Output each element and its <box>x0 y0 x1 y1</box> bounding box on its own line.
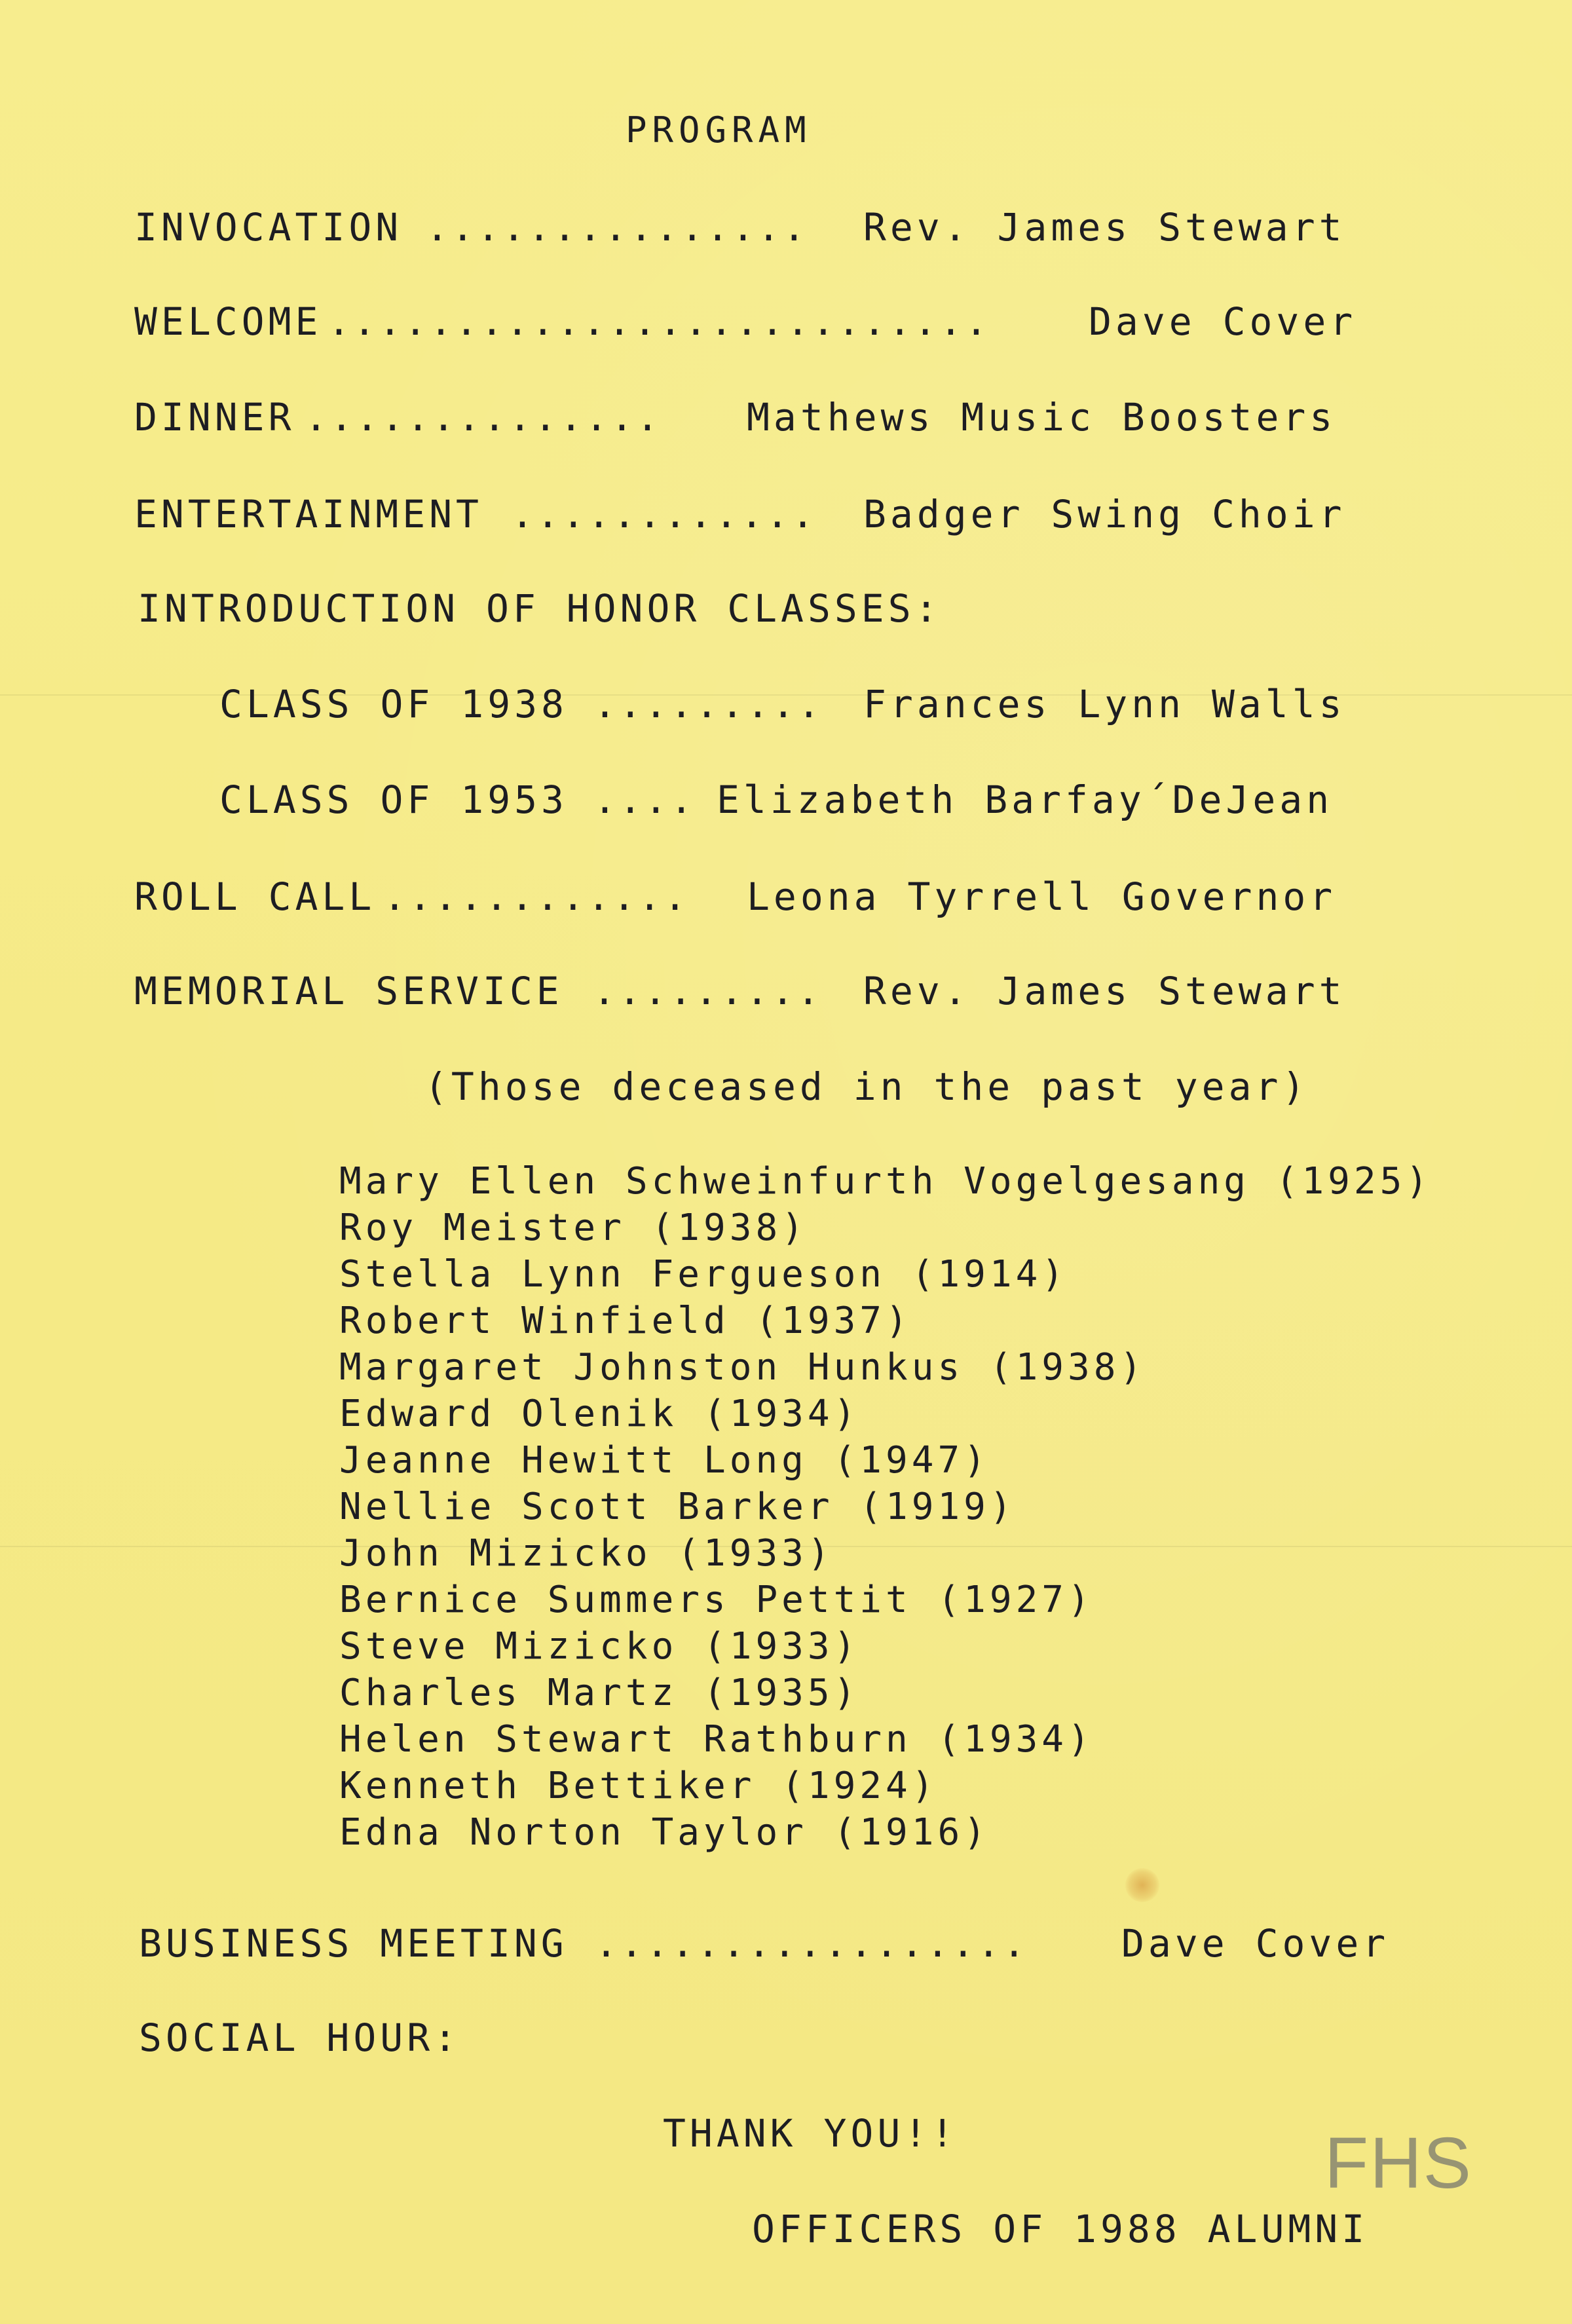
item-label: CLASS OF 1938 <box>219 682 568 726</box>
item-name: Dave Cover <box>1121 1921 1390 1966</box>
leader-dots: ............ <box>511 492 817 536</box>
list-item: Edward Olenik (1934) <box>339 1393 860 1435</box>
item-name: Elizabeth Barfay´DeJean <box>717 778 1334 822</box>
leader-dots: ......... <box>593 969 823 1013</box>
item-name: Badger Swing Choir <box>863 492 1346 536</box>
list-item: Bernice Summers Pettit (1927) <box>339 1579 1094 1621</box>
item-label: INVOCATION <box>134 205 403 250</box>
social-hour: SOCIAL HOUR: <box>139 2015 461 2060</box>
leader-dots: ................. <box>595 1921 1028 1966</box>
item-label: DINNER <box>134 395 295 440</box>
item-name: Rev. James Stewart <box>863 205 1346 250</box>
leader-dots: ............ <box>383 874 690 919</box>
list-item: Charles Martz (1935) <box>339 1672 860 1714</box>
item-label: ENTERTAINMENT <box>134 492 483 536</box>
leader-dots: .... <box>593 778 696 822</box>
item-name: Leona Tyrrell Governor <box>747 874 1337 919</box>
leader-dots: .............. <box>305 395 662 440</box>
item-label: CLASS OF 1953 <box>219 778 568 822</box>
thank-you: THANK YOU!! <box>663 2111 958 2156</box>
list-item: Edna Norton Taylor (1916) <box>339 1811 990 1854</box>
list-item: Nellie Scott Barker (1919) <box>339 1486 1016 1528</box>
list-item: Roy Meister (1938) <box>339 1207 808 1249</box>
item-label: WELCOME <box>134 299 322 344</box>
list-item: Kenneth Bettiker (1924) <box>339 1765 938 1807</box>
list-item: Jeanne Hewitt Long (1947) <box>339 1439 990 1482</box>
list-item: Helen Stewart Rathburn (1934) <box>339 1718 1094 1761</box>
item-name: Dave Cover <box>1089 299 1357 344</box>
leader-dots: ............... <box>426 205 808 250</box>
list-item: Robert Winfield (1937) <box>339 1300 912 1342</box>
item-label: BUSINESS MEETING <box>139 1921 568 1966</box>
item-label: ROLL CALL <box>134 874 376 919</box>
program-title: PROGRAM <box>626 109 812 151</box>
list-item: John Mizicko (1933) <box>339 1532 834 1575</box>
memorial-note: (Those deceased in the past year) <box>424 1064 1309 1109</box>
item-name: Rev. James Stewart <box>863 969 1346 1013</box>
list-item: Mary Ellen Schweinfurth Vogelgesang (1925) <box>339 1160 1432 1203</box>
paper-stain <box>1125 1868 1159 1902</box>
leader-dots: .......................... <box>328 299 990 344</box>
item-name: Mathews Music Boosters <box>747 395 1337 440</box>
fhs-watermark: FHS <box>1324 2123 1472 2203</box>
list-item: Steve Mizicko (1933) <box>339 1625 860 1668</box>
item-name: Frances Lynn Walls <box>863 682 1346 726</box>
officers-signature: OFFICERS OF 1988 ALUMNI <box>752 2207 1369 2251</box>
honor-classes-heading: INTRODUCTION OF HONOR CLASSES: <box>138 586 942 631</box>
item-label: MEMORIAL SERVICE <box>134 969 563 1013</box>
leader-dots: ......... <box>593 682 823 726</box>
list-item: Margaret Johnston Hunkus (1938) <box>339 1346 1146 1389</box>
list-item: Stella Lynn Fergueson (1914) <box>339 1253 1068 1296</box>
